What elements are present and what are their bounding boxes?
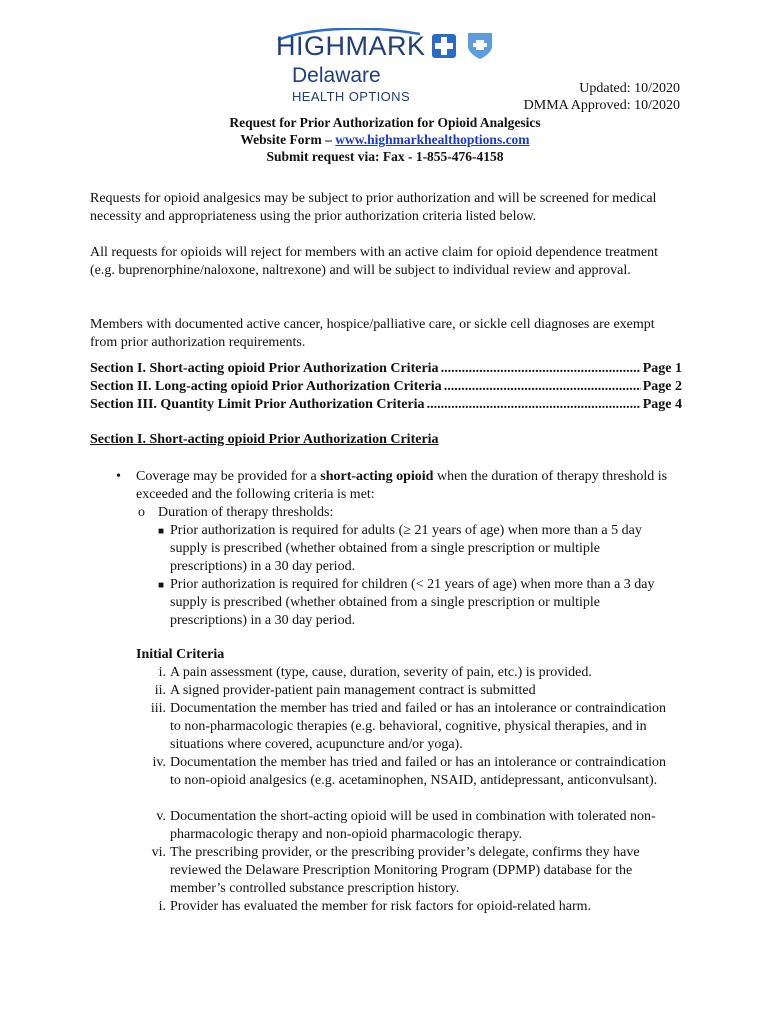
list-text: A pain assessment (type, cause, duration, severity of pain, etc.) is provided. xyxy=(170,665,592,680)
list-number: i. xyxy=(158,665,166,680)
list-text: A signed provider-patient pain management contract is submitted xyxy=(170,683,536,698)
bullet-text-post: when the duration of therapy threshold is exceeded and the following criteria is met: xyxy=(136,469,668,502)
toc-page: Page 4 xyxy=(642,397,682,412)
fax-line: Submit request via: Fax - 1-855-476-4158 xyxy=(266,149,504,164)
bullet-text-pre: Coverage may be provided for a xyxy=(136,469,321,484)
toc-entry[interactable] xyxy=(90,396,682,414)
toc-label: Section I. Short-acting opioid Prior Authorization Criteria xyxy=(90,361,439,376)
title-block xyxy=(0,114,770,165)
updated-date: Updated: 10/2020 xyxy=(579,81,680,96)
list-text: Documentation the member has tried and failed or has an intolerance or contraindication to non-opioid analgesics (e.g. acetaminophen, NSAID, antidepressant, anticonvulsant). xyxy=(170,755,667,788)
form-title: Request for Prior Authorization for Opioid Analgesics xyxy=(229,115,541,130)
blue-cross-blue-shield-icon xyxy=(430,30,496,60)
document-meta xyxy=(524,80,680,114)
toc-leader xyxy=(427,396,641,414)
toc-leader xyxy=(441,360,641,378)
toc-label: Section II. Long-acting opioid Prior Authorization Criteria xyxy=(90,379,442,394)
toc-label: Section III. Quantity Limit Prior Authorization Criteria xyxy=(90,397,425,412)
bullet-circle-icon: o xyxy=(138,505,145,520)
list-number: iv. xyxy=(152,755,166,770)
toc-entry[interactable] xyxy=(90,378,682,396)
bullet-square-icon: ■ xyxy=(158,526,165,537)
list-number: vi. xyxy=(151,845,166,860)
logo-line2: HEALTH OPTIONS xyxy=(292,89,411,104)
threshold-adults: Prior authorization is required for adults (≥ 21 years of age) when more than a 5 day supply is prescribed (whether obtained from a single prescription or multiple prescriptions) in a 30 day period. xyxy=(170,523,642,574)
list-number: ii. xyxy=(154,683,166,698)
logo-brand: HIGHMARK xyxy=(276,31,426,61)
criteria-heading: Initial Criteria xyxy=(136,647,225,662)
logo-line1: Delaware xyxy=(292,64,381,87)
website-prefix: Website Form – xyxy=(240,132,336,147)
list-text: The prescribing provider, or the prescribing provider’s delegate, confirms they have reviewed the Delaware Prescription Monitoring Program (DPMP) database for the member’s controlled substance prescription history. xyxy=(170,845,640,896)
website-link[interactable]: www.highmarkhealthoptions.com xyxy=(335,132,530,147)
sub-bullet-text: Duration of therapy thresholds: xyxy=(158,505,334,520)
coverage-bullet-text xyxy=(136,468,676,504)
exemption-paragraph: Members with documented active cancer, hospice/palliative care, or sickle cell diagnoses are exempt from prior authorization requirements. xyxy=(90,317,655,350)
toc-page: Page 1 xyxy=(642,361,682,376)
bullet-square-icon: ■ xyxy=(158,580,165,591)
list-number: i. xyxy=(158,899,166,914)
list-text: Provider has evaluated the member for risk factors for opioid-related harm. xyxy=(170,899,592,914)
section-heading: Section I. Short-acting opioid Prior Authorization Criteria xyxy=(90,432,439,447)
table-of-contents xyxy=(90,360,682,414)
list-text: Documentation the short-acting opioid will be used in combination with tolerated non-pharmacologic therapy and non-opioid pharmacologic therapy. xyxy=(170,809,656,842)
toc-page: Page 2 xyxy=(642,379,682,394)
bullet-text-bold: short-acting opioid xyxy=(320,469,434,484)
bullet-dot-icon: • xyxy=(116,469,121,484)
list-number: iii. xyxy=(150,701,166,716)
rejection-paragraph: All requests for opioids will reject for members with an active claim for opioid dependence treatment (e.g. buprenorphine/naloxone, naltrexone) and will be subject to individual review and approval. xyxy=(90,245,658,278)
website-line xyxy=(0,131,770,148)
intro-paragraph: Requests for opioid analgesics may be subject to prior authorization and will be screened for medical necessity and appropriateness using the prior authorization criteria listed below. xyxy=(90,191,657,224)
list-number: v. xyxy=(156,809,166,824)
toc-entry[interactable] xyxy=(90,360,682,378)
threshold-children: Prior authorization is required for children (< 21 years of age) when more than a 3 day supply is prescribed (whether obtained from a single prescription or multiple prescriptions) in a 30 day period. xyxy=(170,577,655,628)
list-text: Documentation the member has tried and failed or has an intolerance or contraindication to non-pharmacologic therapies (e.g. behavioral, cognitive, physical therapies, and in situations where covered, acupuncture and/or yoga). xyxy=(170,701,667,752)
approved-date: DMMA Approved: 10/2020 xyxy=(523,98,680,113)
toc-leader xyxy=(444,378,641,396)
